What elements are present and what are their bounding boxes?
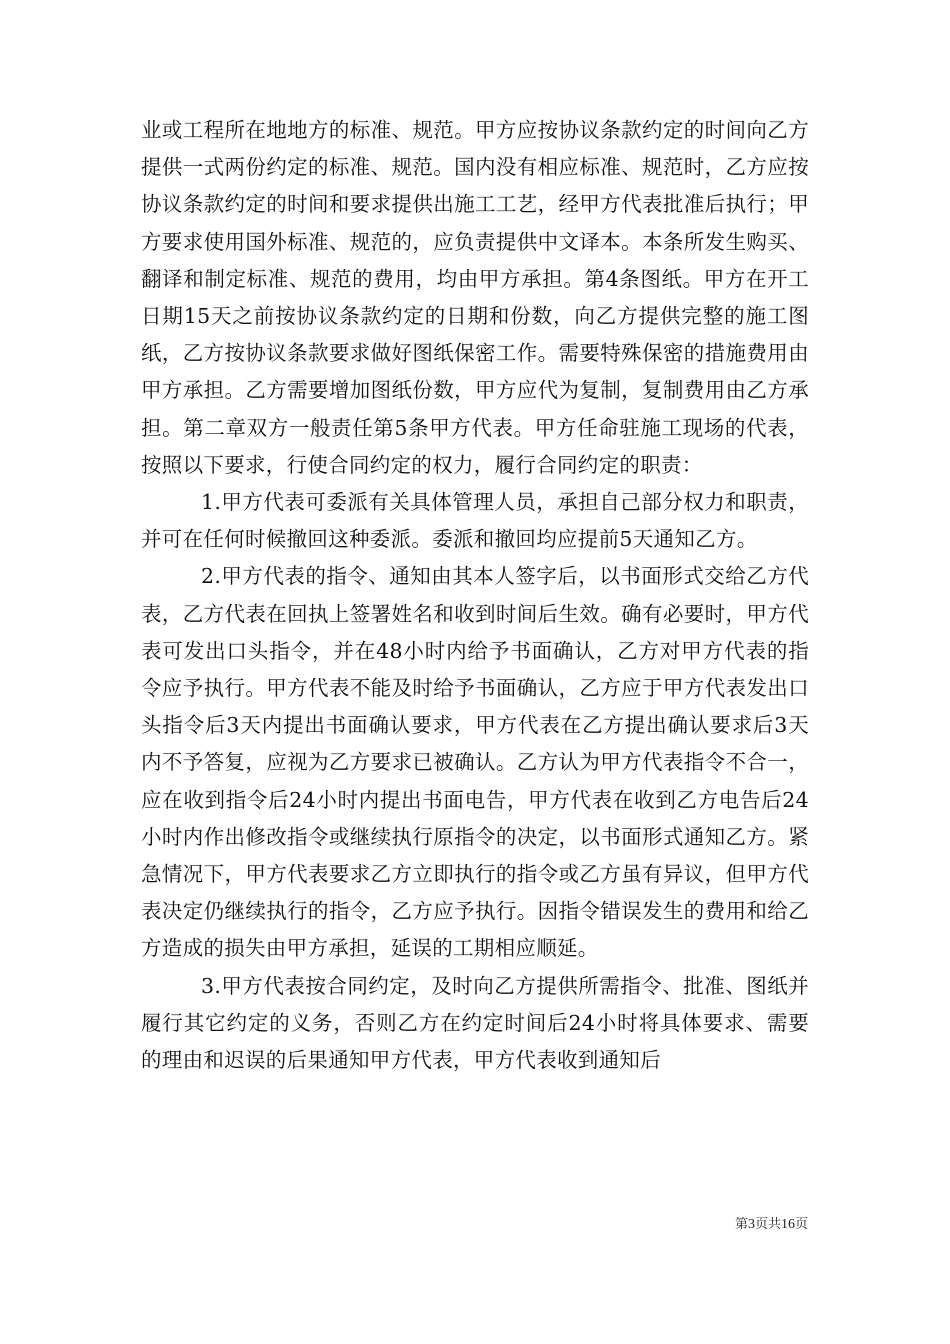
footer-prefix: 第 xyxy=(734,1217,748,1232)
paragraph-clause-3: 3.甲方代表按合同约定，及时向乙方提供所需指令、批准、图纸并履行其它约定的义务，否则乙方在约定时间后24小时将具体要求、需要的理由和迟误的后果通知甲方代表，甲方代表收到通知后 xyxy=(141,973,809,1073)
paragraph-standards-drawings-representative: 业或工程所在地地方的标准、规范。甲方应按协议条款约定的时间向乙方提供一式两份约定的标准、规范。国内没有相应标准、规范时，乙方应按协议条款约定的时间和要求提供出施工工艺，经甲方代表批准后执行；甲方要求使用国外标准、规范的，应负责提供中文译本。本条所发生购买、翻译和制定标准、规范的费用，均由甲方承担。第4条图纸。甲方在开工日期15天之前按协议条款约定的日期和份数，向乙方提供完整的施工图纸，乙方按协议条款要求做好图纸保密工作。需要特殊保密的措施费用由甲方承担。乙方需要增加图纸份数，甲方应代为复制，复制费用由乙方承担。第二章双方一般责任第5条甲方代表。甲方任命驻施工现场的代表，按照以下要求，行使合同约定的权力，履行合同约定的职责： xyxy=(141,118,809,477)
paragraph-clause-2: 2.甲方代表的指令、通知由其本人签字后，以书面形式交给乙方代表，乙方代表在回执上签署姓名和收到时间后生效。确有必要时，甲方代表可发出口头指令，并在48小时内给予书面确认，乙方对甲方代表的指令应予执行。甲方代表不能及时给予书面确认，乙方应于甲方代表发出口头指令后3天内提出书面确认要求，甲方代表在乙方提出确认要求后3天内不予答复，应视为乙方要求已被确认。乙方认为甲方代表指令不合一，应在收到指令后24小时内提出书面电告，甲方代表在收到乙方电告后24小时内作出修改指令或继续执行原指令的决定，以书面形式通知乙方。紧急情况下，甲方代表要求乙方立即执行的指令或乙方虽有异议，但甲方代表决定仍继续执行的指令，乙方应予执行。因指令错误发生的费用和给乙方造成的损失由甲方承担，延误的工期相应顺延。 xyxy=(141,564,809,961)
footer-suffix: 页 xyxy=(794,1217,808,1232)
paragraph-clause-1: 1.甲方代表可委派有关具体管理人员，承担自己部分权力和职责，并可在任何时候撤回这种委派。委派和撤回均应提前5天通知乙方。 xyxy=(141,490,809,552)
document-body xyxy=(141,112,809,1079)
current-page-number: 3 xyxy=(747,1217,755,1232)
page-number-footer xyxy=(735,1216,808,1234)
total-pages-number: 16 xyxy=(780,1217,795,1232)
footer-middle: 页共 xyxy=(754,1217,781,1232)
